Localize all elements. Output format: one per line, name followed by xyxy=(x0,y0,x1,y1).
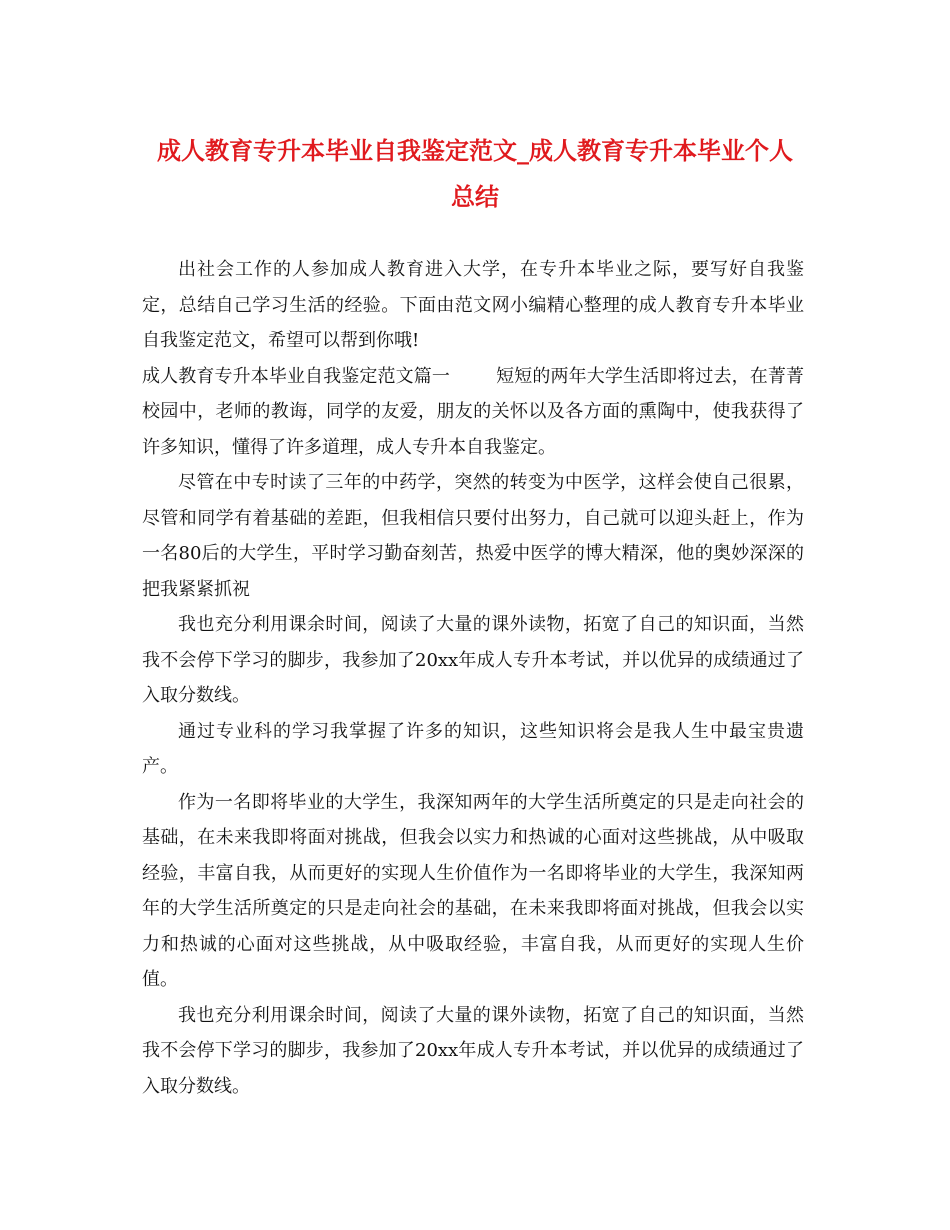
section-paragraph xyxy=(142,359,804,466)
section-first-text: 短短的两年大学生活即将过去，在菁菁校园中，老师的教诲，同学的友爱，朋友的关怀以及各方面的熏陶中，使我获得了许多知识，懂得了许多道理，成人专升本自我鉴定。 xyxy=(142,365,804,458)
section-heading: 成人教育专升本毕业自我鉴定范文篇一 xyxy=(142,365,450,387)
body-paragraph-5: 我也充分利用课余时间，阅读了大量的课外读物，拓宽了自己的知识面，当然我不会停下学习的脚步，我参加了20xx年成人专升本考试，并以优异的成绩通过了入取分数线。 xyxy=(142,1004,804,1097)
document-title xyxy=(120,128,830,220)
body-paragraph-1: 尽管在中专时读了三年的中药学，突然的转变为中医学，这样会使自己很累，尽管和同学有着基础的差距，但我相信只要付出努力，自己就可以迎头赶上，作为一名80后的大学生，平时学习勤奋刻苦，热爱中医学的博大精深，他的奥妙深深的把我紧紧抓祝 xyxy=(142,472,804,600)
body-paragraph-3: 通过专业科的学习我掌握了许多的知识，这些知识将会是我人生中最宝贵遗产。 xyxy=(142,720,804,777)
body-paragraph-4: 作为一名即将毕业的大学生，我深知两年的大学生活所奠定的只是走向社会的基础，在未来我即将面对挑战，但我会以实力和热诚的心面对这些挑战，从中吸取经验，丰富自我，从而更好的实现人生价值作为一名即将毕业的大学生，我深知两年的大学生活所奠定的只是走向社会的基础，在未来我即将面对挑战，但我会以实力和热诚的心面对这些挑战，从中吸取经验，丰富自我，从而更好的实现人生价值。 xyxy=(142,791,804,990)
title-line-2: 总结 xyxy=(451,183,499,211)
intro-paragraph: 出社会工作的人参加成人教育进入大学，在专升本毕业之际，要写好自我鉴定，总结自己学习生活的经验。下面由范文网小编精心整理的成人教育专升本毕业自我鉴定范文，希望可以帮到你哦! xyxy=(142,259,804,351)
document-body xyxy=(142,252,804,1104)
title-line-1: 成人教育专升本毕业自我鉴定范文_成人教育专升本毕业个人 xyxy=(157,137,793,165)
body-paragraph-2: 我也充分利用课余时间，阅读了大量的课外读物，拓宽了自己的知识面，当然我不会停下学习的脚步，我参加了20xx年成人专升本考试，并以优异的成绩通过了入取分数线。 xyxy=(142,614,804,706)
